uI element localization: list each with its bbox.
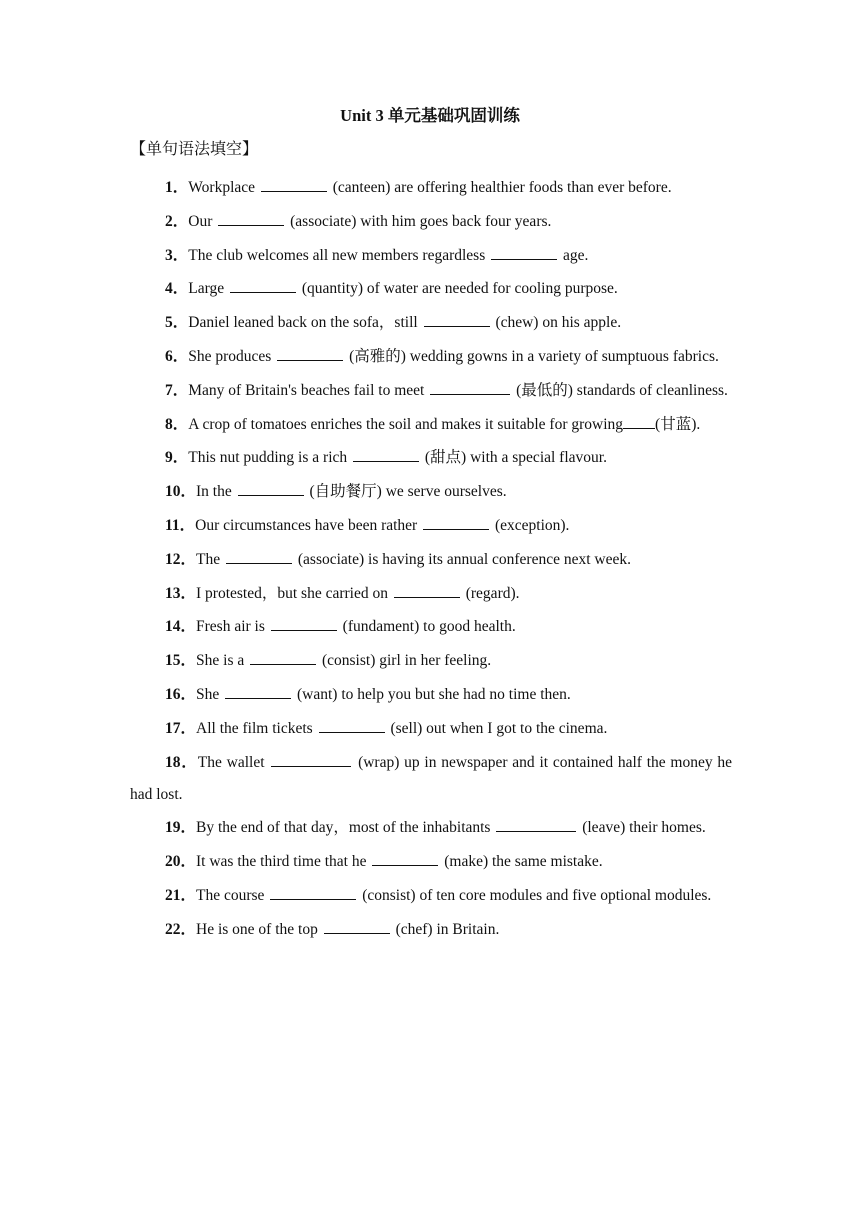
- question-text: (consist) of ten core modules and five optional modules.: [358, 886, 712, 904]
- question-text: (高雅的) wedding gowns in a variety of sumptuous fabrics.: [345, 347, 719, 365]
- question-text: By the end of that day，most of the inhabitants: [196, 819, 495, 837]
- answer-blank[interactable]: [277, 346, 343, 361]
- question-number: 4．: [165, 280, 189, 298]
- question-text: All the film tickets: [196, 719, 317, 737]
- question-text: In the: [196, 483, 236, 501]
- question-number: 11．: [165, 516, 196, 534]
- answer-blank[interactable]: [372, 851, 438, 866]
- question-text: The course: [196, 886, 269, 904]
- question-6: [130, 341, 732, 373]
- question-21: [130, 880, 732, 912]
- question-text: The wallet: [197, 753, 270, 771]
- question-text: He is one of the top: [196, 920, 322, 938]
- question-2: [130, 206, 732, 238]
- answer-blank[interactable]: [394, 583, 460, 598]
- question-text: (canteen) are offering healthier foods than ever before.: [328, 179, 672, 196]
- question-text: (associate) is having its annual conference next week.: [294, 550, 631, 568]
- question-text: (甘蓝).: [655, 415, 701, 433]
- answer-blank[interactable]: [353, 447, 419, 462]
- question-text: I protested，but she carried on: [196, 584, 392, 602]
- question-number: 17．: [165, 719, 197, 737]
- answer-blank[interactable]: [226, 549, 292, 564]
- question-16: [130, 679, 732, 711]
- answer-blank[interactable]: [230, 278, 296, 293]
- question-text: (sell) out when I got to the cinema.: [386, 719, 608, 737]
- question-1: [130, 172, 732, 204]
- question-4: [130, 273, 732, 305]
- answer-blank[interactable]: [623, 414, 655, 429]
- answer-blank[interactable]: [218, 211, 284, 226]
- question-text: Many of Britain's beaches fail to meet: [188, 381, 429, 399]
- question-17: [130, 713, 732, 745]
- question-number: 9．: [165, 449, 189, 467]
- question-number: 14．: [165, 618, 197, 636]
- answer-blank[interactable]: [261, 177, 327, 192]
- question-text: Fresh air is: [196, 618, 269, 636]
- question-8: [130, 409, 732, 441]
- question-text: This nut pudding is a rich: [188, 449, 352, 467]
- question-text: (甜点) with a special flavour.: [421, 449, 607, 467]
- answer-blank[interactable]: [423, 515, 489, 530]
- question-text: (want) to help you but she had no time then.: [293, 685, 571, 703]
- answer-blank[interactable]: [225, 684, 291, 699]
- question-7: [130, 375, 732, 407]
- question-number: 13．: [165, 584, 197, 602]
- question-text: She: [196, 685, 224, 703]
- question-text: (leave) their homes.: [578, 819, 706, 837]
- answer-blank[interactable]: [324, 919, 390, 934]
- answer-blank[interactable]: [496, 817, 576, 832]
- answer-blank[interactable]: [430, 380, 510, 395]
- question-13: [130, 578, 732, 610]
- answer-blank[interactable]: [319, 718, 385, 733]
- section-heading: 【单句语法填空】: [130, 141, 259, 158]
- question-18: [130, 747, 732, 811]
- question-number: 18．: [165, 753, 198, 771]
- question-text: (associate) with him goes back four years.: [286, 212, 552, 230]
- question-text: (quantity) of water are needed for cooling purpose.: [298, 280, 618, 298]
- question-text: She produces: [188, 347, 276, 365]
- question-number: 15．: [165, 652, 197, 670]
- question-text: (consist) girl in her feeling.: [318, 652, 492, 670]
- answer-blank[interactable]: [491, 245, 557, 260]
- question-15: [130, 645, 732, 677]
- question-text: Our circumstances have been rather: [195, 516, 422, 534]
- question-5: [130, 307, 732, 339]
- question-9: [130, 442, 732, 474]
- question-number: 22．: [165, 920, 197, 938]
- question-number: 19．: [165, 819, 197, 837]
- question-list: [130, 172, 732, 948]
- question-number: 20．: [165, 853, 197, 871]
- question-11: [130, 510, 732, 542]
- question-text: It was the third time that he: [196, 853, 371, 871]
- question-text: Our: [188, 212, 217, 230]
- question-10: [130, 476, 732, 508]
- question-text: (自助餐厅) we serve ourselves.: [305, 483, 507, 501]
- question-number: 12．: [165, 550, 197, 568]
- question-text: (chef) in Britain.: [391, 920, 500, 938]
- question-number: 5．: [165, 314, 189, 332]
- question-text: (fundament) to good health.: [338, 618, 516, 636]
- question-12: [130, 544, 732, 576]
- question-number: 1．: [165, 179, 189, 196]
- question-number: 10．: [165, 483, 197, 501]
- question-text: The club welcomes all new members regardless: [188, 246, 490, 264]
- answer-blank[interactable]: [271, 616, 337, 631]
- question-14: [130, 611, 732, 643]
- question-text: Large: [188, 280, 228, 298]
- answer-blank[interactable]: [238, 481, 304, 496]
- question-19: [130, 812, 732, 844]
- question-text: age.: [559, 246, 589, 264]
- question-number: 8．: [165, 415, 189, 433]
- question-text: Daniel leaned back on the sofa，still: [188, 314, 422, 332]
- answer-blank[interactable]: [424, 312, 490, 327]
- question-number: 21．: [165, 886, 197, 904]
- question-text: She is a: [196, 652, 249, 670]
- question-number: 7．: [165, 381, 189, 399]
- question-text: (wrap) up in newspaper and it contained half the money he had lost.: [130, 753, 732, 803]
- answer-blank[interactable]: [250, 650, 316, 665]
- question-text: (regard).: [461, 584, 520, 602]
- question-text: A crop of tomatoes enriches the soil and makes it suitable for growing: [188, 415, 624, 433]
- question-text: The: [196, 550, 224, 568]
- question-22: [130, 914, 732, 946]
- question-text: Workplace: [188, 179, 259, 196]
- question-number: 16．: [165, 685, 197, 703]
- question-text: (最低的) standards of cleanliness.: [512, 381, 728, 399]
- question-number: 6．: [165, 347, 189, 365]
- question-number: 3．: [165, 246, 189, 264]
- question-number: 2．: [165, 212, 189, 230]
- page-title: Unit 3 单元基础巩固训练: [340, 106, 520, 125]
- question-text: (exception).: [491, 516, 570, 534]
- question-20: [130, 846, 732, 878]
- question-text: (chew) on his apple.: [491, 314, 622, 332]
- answer-blank[interactable]: [270, 885, 356, 900]
- answer-blank[interactable]: [271, 752, 351, 767]
- question-text: (make) the same mistake.: [440, 853, 603, 871]
- question-3: [130, 240, 732, 272]
